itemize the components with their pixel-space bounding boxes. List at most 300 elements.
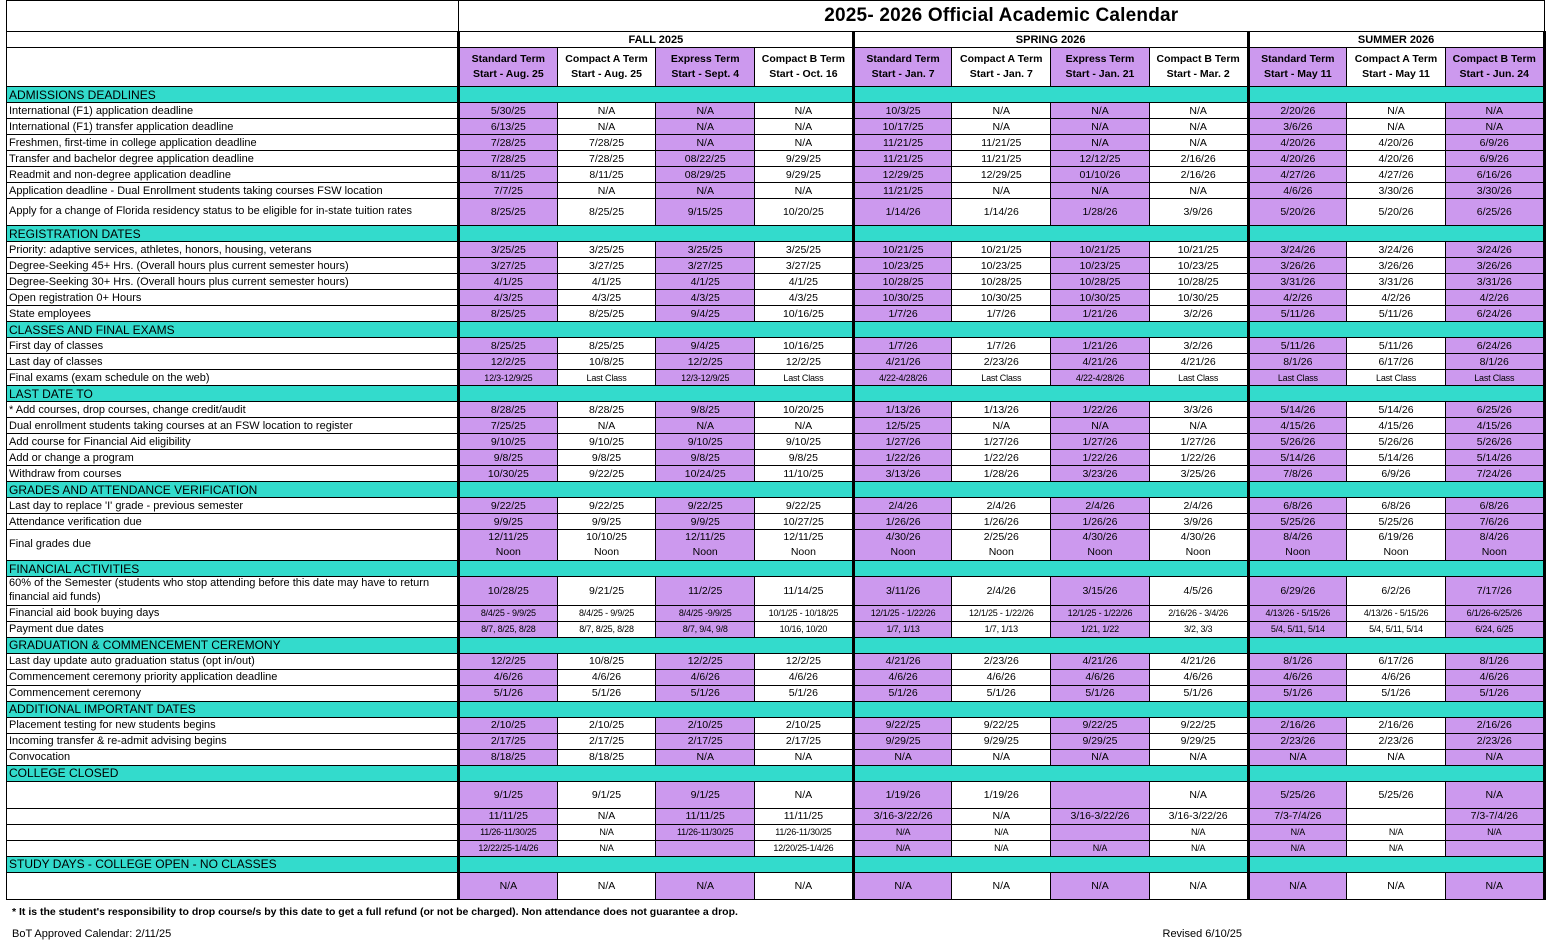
calendar-date-cell: 9/10/25 bbox=[459, 434, 558, 450]
calendar-date-cell: 12/2/25 bbox=[459, 653, 558, 669]
calendar-date-cell: 10/8/25 bbox=[557, 653, 656, 669]
section-heading-fill bbox=[459, 856, 854, 872]
calendar-date-cell: 4/27/26 bbox=[1248, 167, 1347, 183]
calendar-date-cell: 3/3/26 bbox=[1149, 402, 1248, 418]
calendar-date-cell: 4/6/26 bbox=[853, 669, 952, 685]
footer-spacer bbox=[171, 928, 1162, 940]
calendar-date-cell: 7/17/26 bbox=[1445, 577, 1544, 606]
calendar-date-cell: 4/1/25 bbox=[557, 274, 656, 290]
calendar-date-cell: 2/16/26 bbox=[1248, 717, 1347, 733]
section-heading-fill bbox=[1248, 856, 1544, 872]
calendar-date-cell: 9/9/25 bbox=[459, 514, 558, 530]
calendar-date-cell: 2/23/26 bbox=[1248, 733, 1347, 749]
calendar-date-cell: N/A bbox=[1051, 183, 1150, 199]
calendar-date-cell: 1/19/26 bbox=[952, 781, 1051, 808]
calendar-date-cell: 3/30/26 bbox=[1445, 183, 1544, 199]
calendar-date-cell: 2/17/25 bbox=[656, 733, 755, 749]
calendar-date-cell: 8/25/25 bbox=[557, 199, 656, 226]
calendar-date-cell: 6/9/26 bbox=[1445, 135, 1544, 151]
time-value: Noon bbox=[1185, 546, 1211, 559]
calendar-date-cell: 5/14/26 bbox=[1445, 450, 1544, 466]
calendar-date-cell: 11/21/25 bbox=[853, 135, 952, 151]
calendar-date-cell: 2/10/25 bbox=[557, 717, 656, 733]
row-label: Final exams (exam schedule on the web) bbox=[7, 370, 459, 386]
section-heading: FINANCIAL ACTIVITIES bbox=[7, 561, 459, 577]
term-column-header bbox=[1445, 48, 1544, 87]
section-heading-fill bbox=[1248, 701, 1544, 717]
calendar-date-cell: 9/22/25 bbox=[853, 717, 952, 733]
calendar-row bbox=[7, 872, 1545, 899]
calendar-date-cell: 3/26/26 bbox=[1445, 258, 1544, 274]
calendar-date-cell: 2/23/26 bbox=[1347, 733, 1446, 749]
academic-calendar-table bbox=[6, 0, 1546, 900]
calendar-date-cell: 4/13/26 - 5/15/26 bbox=[1347, 605, 1446, 621]
calendar-date-cell: 9/4/25 bbox=[656, 306, 755, 322]
calendar-date-cell: 2/4/26 bbox=[952, 577, 1051, 606]
section-heading-fill bbox=[459, 322, 854, 338]
calendar-row bbox=[7, 669, 1545, 685]
calendar-date-cell: 5/25/26 bbox=[1248, 781, 1347, 808]
calendar-date-cell: N/A bbox=[1445, 872, 1544, 899]
calendar-date-cell: N/A bbox=[1051, 840, 1150, 856]
section-header-row bbox=[7, 561, 1545, 577]
calendar-date-cell: 4/6/26 bbox=[459, 669, 558, 685]
calendar-date-cell: 5/1/26 bbox=[1149, 685, 1248, 701]
term-start-date: Start - Jun. 24 bbox=[1459, 68, 1529, 80]
calendar-date-cell: 1/7/26 bbox=[853, 306, 952, 322]
calendar-date-cell: 3/16-3/22/26 bbox=[1051, 808, 1150, 824]
time-value: Noon bbox=[988, 546, 1014, 559]
calendar-date-cell: N/A bbox=[557, 824, 656, 840]
time-value: Noon bbox=[1285, 546, 1311, 559]
calendar-date-cell: 6/13/25 bbox=[459, 119, 558, 135]
section-heading-fill bbox=[1248, 87, 1544, 103]
calendar-date-cell: 9/10/25 bbox=[755, 434, 854, 450]
calendar-date-cell: 12/2/25 bbox=[656, 354, 755, 370]
term-name: Express Term bbox=[670, 52, 740, 65]
calendar-date-cell: 9/1/25 bbox=[557, 781, 656, 808]
term-column-header bbox=[1248, 48, 1347, 87]
calendar-date-cell: 5/25/26 bbox=[1248, 514, 1347, 530]
calendar-date-cell: 12/12/25 bbox=[1051, 151, 1150, 167]
time-value: Noon bbox=[1383, 546, 1409, 559]
calendar-date-cell: 11/26-11/30/25 bbox=[459, 824, 558, 840]
term-name: Compact A Term bbox=[565, 52, 648, 65]
calendar-date-cell: 9/8/25 bbox=[557, 450, 656, 466]
row-label: Last day update auto graduation status (opt in/out) bbox=[7, 653, 459, 669]
term-column-header bbox=[755, 48, 854, 87]
calendar-date-cell: 6/24/26 bbox=[1445, 338, 1544, 354]
date-value: 2/25/26 bbox=[983, 531, 1019, 543]
date-value: 12/11/25 bbox=[685, 531, 726, 543]
calendar-date-cell: 6/17/26 bbox=[1347, 354, 1446, 370]
calendar-date-cell bbox=[1445, 530, 1544, 561]
calendar-date-cell: 5/1/26 bbox=[755, 685, 854, 701]
section-heading-fill bbox=[853, 482, 1248, 498]
calendar-date-cell: 1/19/26 bbox=[853, 781, 952, 808]
calendar-date-cell: 2/4/26 bbox=[1051, 498, 1150, 514]
calendar-date-cell: 1/22/26 bbox=[1149, 450, 1248, 466]
season-header-fall-2025: FALL 2025 bbox=[459, 32, 854, 48]
calendar-date-cell: 4/3/25 bbox=[459, 290, 558, 306]
calendar-date-cell: 10/30/25 bbox=[1149, 290, 1248, 306]
calendar-date-cell: 1/7/26 bbox=[952, 306, 1051, 322]
calendar-date-cell: 9/15/25 bbox=[656, 199, 755, 226]
calendar-date-cell: N/A bbox=[656, 103, 755, 119]
calendar-date-cell: 8/11/25 bbox=[459, 167, 558, 183]
calendar-date-cell: 1/13/26 bbox=[853, 402, 952, 418]
calendar-date-cell: 4/22-4/28/26 bbox=[853, 370, 952, 386]
calendar-date-cell: 7/3-7/4/26 bbox=[1445, 808, 1544, 824]
calendar-date-cell: 5/14/26 bbox=[1248, 450, 1347, 466]
section-heading: ADDITIONAL IMPORTANT DATES bbox=[7, 701, 459, 717]
calendar-date-cell: 1/22/26 bbox=[952, 450, 1051, 466]
calendar-date-cell: 6/8/26 bbox=[1248, 498, 1347, 514]
calendar-date-cell: N/A bbox=[952, 840, 1051, 856]
calendar-date-cell: 10/28/25 bbox=[853, 274, 952, 290]
calendar-date-cell: 10/24/25 bbox=[656, 466, 755, 482]
calendar-row bbox=[7, 577, 1545, 606]
calendar-row bbox=[7, 530, 1545, 561]
calendar-date-cell: 1/22/26 bbox=[1051, 402, 1150, 418]
term-start-date: Start - May 11 bbox=[1362, 68, 1430, 80]
calendar-date-cell: 10/17/25 bbox=[853, 119, 952, 135]
term-start-date: Start - Jan. 7 bbox=[871, 68, 935, 80]
calendar-date-cell: 5/25/26 bbox=[1347, 781, 1446, 808]
calendar-date-cell: 4/1/25 bbox=[459, 274, 558, 290]
calendar-date-cell: 3/16-3/22/26 bbox=[853, 808, 952, 824]
calendar-date-cell: 3/27/25 bbox=[656, 258, 755, 274]
section-header-row bbox=[7, 87, 1545, 103]
section-header-row bbox=[7, 856, 1545, 872]
calendar-date-cell: 2/4/26 bbox=[1149, 498, 1248, 514]
calendar-row bbox=[7, 199, 1545, 226]
term-column-header bbox=[1149, 48, 1248, 87]
calendar-date-cell: N/A bbox=[755, 119, 854, 135]
calendar-date-cell: 5/1/26 bbox=[1445, 685, 1544, 701]
calendar-date-cell: N/A bbox=[952, 808, 1051, 824]
calendar-date-cell bbox=[1347, 808, 1446, 824]
season-row bbox=[7, 32, 1545, 48]
calendar-date-cell: 1/7/26 bbox=[952, 338, 1051, 354]
calendar-date-cell: 12/3-12/9/25 bbox=[656, 370, 755, 386]
section-heading-fill bbox=[853, 856, 1248, 872]
calendar-date-cell: 2/16/26 bbox=[1149, 151, 1248, 167]
calendar-date-cell: 4/21/26 bbox=[853, 653, 952, 669]
section-heading-fill bbox=[853, 561, 1248, 577]
calendar-row bbox=[7, 258, 1545, 274]
section-heading-fill bbox=[853, 87, 1248, 103]
calendar-date-cell: 2/16/26 bbox=[1445, 717, 1544, 733]
calendar-date-cell: 9/8/25 bbox=[755, 450, 854, 466]
calendar-date-cell: N/A bbox=[952, 418, 1051, 434]
date-value: 8/4/26 bbox=[1479, 531, 1509, 543]
calendar-date-cell: 6/9/26 bbox=[1347, 466, 1446, 482]
calendar-date-cell: 3/13/26 bbox=[853, 466, 952, 482]
calendar-date-cell: N/A bbox=[952, 749, 1051, 765]
calendar-date-cell: 4/2/26 bbox=[1445, 290, 1544, 306]
calendar-row bbox=[7, 338, 1545, 354]
calendar-row bbox=[7, 685, 1545, 701]
calendar-date-cell: 8/4/25 - 9/9/25 bbox=[557, 605, 656, 621]
calendar-date-cell: N/A bbox=[952, 872, 1051, 899]
row-label: Transfer and bachelor degree application deadline bbox=[7, 151, 459, 167]
calendar-date-cell: 3/27/25 bbox=[755, 258, 854, 274]
calendar-date-cell: 6/29/26 bbox=[1248, 577, 1347, 606]
calendar-date-cell: 9/22/25 bbox=[557, 498, 656, 514]
calendar-date-cell: 9/22/25 bbox=[656, 498, 755, 514]
term-column-header bbox=[952, 48, 1051, 87]
section-heading: LAST DATE TO bbox=[7, 386, 459, 402]
calendar-date-cell: 9/10/25 bbox=[557, 434, 656, 450]
row-label: First day of classes bbox=[7, 338, 459, 354]
section-header-row bbox=[7, 701, 1545, 717]
bot-approved-text: BoT Approved Calendar: 2/11/25 bbox=[12, 927, 172, 940]
calendar-date-cell: 4/6/26 bbox=[557, 669, 656, 685]
calendar-date-cell: 6/2/26 bbox=[1347, 577, 1446, 606]
calendar-date-cell: 4/15/26 bbox=[1445, 418, 1544, 434]
calendar-date-cell: 4/20/26 bbox=[1347, 135, 1446, 151]
calendar-date-cell: 7/3-7/4/26 bbox=[1248, 808, 1347, 824]
calendar-date-cell: N/A bbox=[853, 749, 952, 765]
calendar-date-cell: N/A bbox=[1347, 872, 1446, 899]
calendar-row bbox=[7, 514, 1545, 530]
calendar-date-cell: 9/22/25 bbox=[459, 498, 558, 514]
calendar-date-cell: 2/4/26 bbox=[952, 498, 1051, 514]
calendar-date-cell: N/A bbox=[1248, 872, 1347, 899]
calendar-date-cell: 6/8/26 bbox=[1445, 498, 1544, 514]
time-value: Noon bbox=[692, 546, 718, 559]
section-heading-fill bbox=[853, 765, 1248, 781]
calendar-date-cell: N/A bbox=[1445, 781, 1544, 808]
section-heading-fill bbox=[853, 701, 1248, 717]
term-column-header bbox=[459, 48, 558, 87]
calendar-date-cell: 5/26/26 bbox=[1347, 434, 1446, 450]
calendar-date-cell: 7/8/26 bbox=[1248, 466, 1347, 482]
section-heading: REGISTRATION DATES bbox=[7, 226, 459, 242]
section-heading-fill bbox=[1248, 322, 1544, 338]
section-heading-fill bbox=[1248, 482, 1544, 498]
row-label: Commencement ceremony bbox=[7, 685, 459, 701]
calendar-date-cell: 1/26/26 bbox=[952, 514, 1051, 530]
calendar-date-cell: 3/31/26 bbox=[1445, 274, 1544, 290]
calendar-date-cell: 10/23/25 bbox=[952, 258, 1051, 274]
calendar-date-cell: N/A bbox=[557, 119, 656, 135]
calendar-date-cell: 3/25/25 bbox=[656, 242, 755, 258]
calendar-date-cell: 5/20/26 bbox=[1248, 199, 1347, 226]
calendar-date-cell: 10/21/25 bbox=[952, 242, 1051, 258]
term-column-header bbox=[853, 48, 952, 87]
calendar-date-cell: 9/4/25 bbox=[656, 338, 755, 354]
calendar-date-cell: 4/15/26 bbox=[1347, 418, 1446, 434]
calendar-date-cell: 1/22/26 bbox=[853, 450, 952, 466]
row-label: * Add courses, drop courses, change credit/audit bbox=[7, 402, 459, 418]
calendar-date-cell: 1/22/26 bbox=[1051, 450, 1150, 466]
section-heading-fill bbox=[459, 87, 854, 103]
calendar-date-cell: 12/1/25 - 1/22/26 bbox=[853, 605, 952, 621]
calendar-row bbox=[7, 840, 1545, 856]
calendar-date-cell: 2/17/25 bbox=[459, 733, 558, 749]
title-corner-blank bbox=[7, 1, 459, 32]
date-value: 4/30/26 bbox=[1180, 531, 1216, 543]
calendar-date-cell: 9/29/25 bbox=[853, 733, 952, 749]
term-start-date: Start - May 11 bbox=[1263, 68, 1332, 80]
calendar-date-cell: 9/29/25 bbox=[1051, 733, 1150, 749]
calendar-date-cell: 2/20/26 bbox=[1248, 103, 1347, 119]
calendar-date-cell: 5/4, 5/11, 5/14 bbox=[1347, 621, 1446, 637]
calendar-date-cell: 5/11/26 bbox=[1347, 306, 1446, 322]
section-heading-fill bbox=[459, 561, 854, 577]
section-heading: STUDY DAYS - COLLEGE OPEN - NO CLASSES bbox=[7, 856, 459, 872]
time-value: Noon bbox=[495, 546, 521, 559]
calendar-date-cell: N/A bbox=[1051, 103, 1150, 119]
calendar-date-cell: N/A bbox=[755, 183, 854, 199]
calendar-date-cell: N/A bbox=[1149, 135, 1248, 151]
calendar-date-cell: N/A bbox=[1248, 824, 1347, 840]
calendar-date-cell: 8/25/25 bbox=[557, 306, 656, 322]
calendar-date-cell: N/A bbox=[656, 418, 755, 434]
calendar-date-cell: N/A bbox=[1149, 103, 1248, 119]
date-value: 4/30/26 bbox=[885, 531, 921, 543]
row-label bbox=[7, 781, 459, 808]
calendar-date-cell: 10/30/25 bbox=[1051, 290, 1150, 306]
calendar-date-cell: 9/10/25 bbox=[656, 434, 755, 450]
calendar-date-cell: 6/8/26 bbox=[1347, 498, 1446, 514]
section-heading-fill bbox=[853, 637, 1248, 653]
section-heading: CLASSES AND FINAL EXAMS bbox=[7, 322, 459, 338]
calendar-date-cell bbox=[459, 530, 558, 561]
calendar-row bbox=[7, 498, 1545, 514]
calendar-date-cell: 12/22/25-1/4/26 bbox=[459, 840, 558, 856]
calendar-date-cell: 9/22/25 bbox=[1051, 717, 1150, 733]
calendar-date-cell: N/A bbox=[952, 824, 1051, 840]
calendar-date-cell: 5/1/26 bbox=[1051, 685, 1150, 701]
calendar-date-cell: 4/3/25 bbox=[557, 290, 656, 306]
row-label: Degree-Seeking 30+ Hrs. (Overall hours plus current semester hours) bbox=[7, 274, 459, 290]
calendar-date-cell: 9/1/25 bbox=[656, 781, 755, 808]
date-value: 6/19/26 bbox=[1378, 531, 1414, 543]
calendar-date-cell: 4/1/25 bbox=[656, 274, 755, 290]
calendar-date-cell: 10/28/25 bbox=[459, 577, 558, 606]
calendar-date-cell: Last Class bbox=[1149, 370, 1248, 386]
calendar-date-cell: 5/26/26 bbox=[1248, 434, 1347, 450]
section-heading-fill bbox=[1248, 765, 1544, 781]
calendar-date-cell: 1/26/26 bbox=[1051, 514, 1150, 530]
calendar-date-cell: 3/25/25 bbox=[755, 242, 854, 258]
calendar-date-cell: 5/25/26 bbox=[1347, 514, 1446, 530]
calendar-date-cell: 3/9/26 bbox=[1149, 199, 1248, 226]
section-heading: COLLEGE CLOSED bbox=[7, 765, 459, 781]
calendar-date-cell: N/A bbox=[656, 119, 755, 135]
calendar-date-cell: 6/24, 6/25 bbox=[1445, 621, 1544, 637]
calendar-date-cell: 4/20/26 bbox=[1248, 151, 1347, 167]
calendar-date-cell: 10/21/25 bbox=[1149, 242, 1248, 258]
calendar-date-cell: 7/6/26 bbox=[1445, 514, 1544, 530]
section-heading-fill bbox=[459, 226, 854, 242]
calendar-date-cell: 1/21/26 bbox=[1051, 306, 1150, 322]
calendar-date-cell: 1/13/26 bbox=[952, 402, 1051, 418]
calendar-date-cell: 1/27/26 bbox=[952, 434, 1051, 450]
calendar-date-cell: 9/29/25 bbox=[755, 151, 854, 167]
calendar-date-cell: 9/29/25 bbox=[1149, 733, 1248, 749]
calendar-date-cell: 11/21/25 bbox=[952, 151, 1051, 167]
calendar-date-cell: 6/24/26 bbox=[1445, 306, 1544, 322]
section-header-row bbox=[7, 765, 1545, 781]
section-heading-fill bbox=[459, 637, 854, 653]
calendar-date-cell: 10/28/25 bbox=[952, 274, 1051, 290]
calendar-date-cell: 5/1/26 bbox=[853, 685, 952, 701]
calendar-date-cell: 3/15/26 bbox=[1051, 577, 1150, 606]
calendar-row bbox=[7, 418, 1545, 434]
calendar-date-cell: N/A bbox=[755, 781, 854, 808]
row-label: Final grades due bbox=[7, 530, 459, 561]
calendar-date-cell: N/A bbox=[755, 103, 854, 119]
section-heading-fill bbox=[853, 386, 1248, 402]
calendar-date-cell: Last Class bbox=[755, 370, 854, 386]
calendar-date-cell: 10/30/25 bbox=[459, 466, 558, 482]
term-start-date: Start - Aug. 25 bbox=[472, 68, 544, 80]
calendar-date-cell: 8/7, 8/25, 8/28 bbox=[459, 621, 558, 637]
calendar-date-cell: 10/27/25 bbox=[755, 514, 854, 530]
calendar-date-cell: 10/28/25 bbox=[1149, 274, 1248, 290]
calendar-date-cell: N/A bbox=[1149, 781, 1248, 808]
calendar-date-cell: N/A bbox=[1248, 749, 1347, 765]
calendar-date-cell: N/A bbox=[755, 872, 854, 899]
calendar-date-cell: 10/21/25 bbox=[853, 242, 952, 258]
calendar-date-cell: 2/10/25 bbox=[459, 717, 558, 733]
calendar-date-cell: 11/26-11/30/25 bbox=[755, 824, 854, 840]
calendar-date-cell: 1/28/26 bbox=[1051, 199, 1150, 226]
calendar-row bbox=[7, 183, 1545, 199]
calendar-date-cell: 2/10/25 bbox=[656, 717, 755, 733]
calendar-date-cell: 4/2/26 bbox=[1347, 290, 1446, 306]
calendar-date-cell: N/A bbox=[656, 183, 755, 199]
calendar-date-cell: N/A bbox=[1248, 840, 1347, 856]
calendar-date-cell: 2/16/26 - 3/4/26 bbox=[1149, 605, 1248, 621]
row-label: Financial aid book buying days bbox=[7, 605, 459, 621]
calendar-date-cell: 4/20/26 bbox=[1347, 151, 1446, 167]
calendar-date-cell: N/A bbox=[853, 824, 952, 840]
calendar-date-cell: 3/26/26 bbox=[1347, 258, 1446, 274]
date-value: 4/30/26 bbox=[1082, 531, 1118, 543]
calendar-date-cell: 8/1/26 bbox=[1445, 653, 1544, 669]
revised-text: Revised 6/10/25 bbox=[1162, 927, 1242, 940]
calendar-date-cell: 7/28/25 bbox=[557, 135, 656, 151]
calendar-date-cell: N/A bbox=[557, 840, 656, 856]
term-start-date: Start - Mar. 2 bbox=[1166, 68, 1230, 80]
calendar-date-cell: N/A bbox=[557, 418, 656, 434]
calendar-date-cell: 4/6/26 bbox=[755, 669, 854, 685]
term-row-blank bbox=[7, 48, 459, 87]
calendar-date-cell: 3/31/26 bbox=[1347, 274, 1446, 290]
time-value: Noon bbox=[593, 546, 620, 559]
section-header-row bbox=[7, 386, 1545, 402]
calendar-date-cell: 1/28/26 bbox=[952, 466, 1051, 482]
calendar-date-cell: 10/16/25 bbox=[755, 338, 854, 354]
calendar-date-cell: 1/7/26 bbox=[853, 338, 952, 354]
term-start-date: Start - Oct. 16 bbox=[769, 68, 838, 80]
calendar-date-cell: 4/20/26 bbox=[1248, 135, 1347, 151]
term-column-header bbox=[1347, 48, 1446, 87]
calendar-date-cell: 2/17/25 bbox=[557, 733, 656, 749]
section-heading-fill bbox=[459, 386, 854, 402]
row-label: State employees bbox=[7, 306, 459, 322]
calendar-date-cell: 6/17/26 bbox=[1347, 653, 1446, 669]
calendar-date-cell: 3/11/26 bbox=[853, 577, 952, 606]
calendar-date-cell: N/A bbox=[1347, 103, 1446, 119]
season-header-spring-2026: SPRING 2026 bbox=[853, 32, 1248, 48]
calendar-date-cell: 10/30/25 bbox=[952, 290, 1051, 306]
